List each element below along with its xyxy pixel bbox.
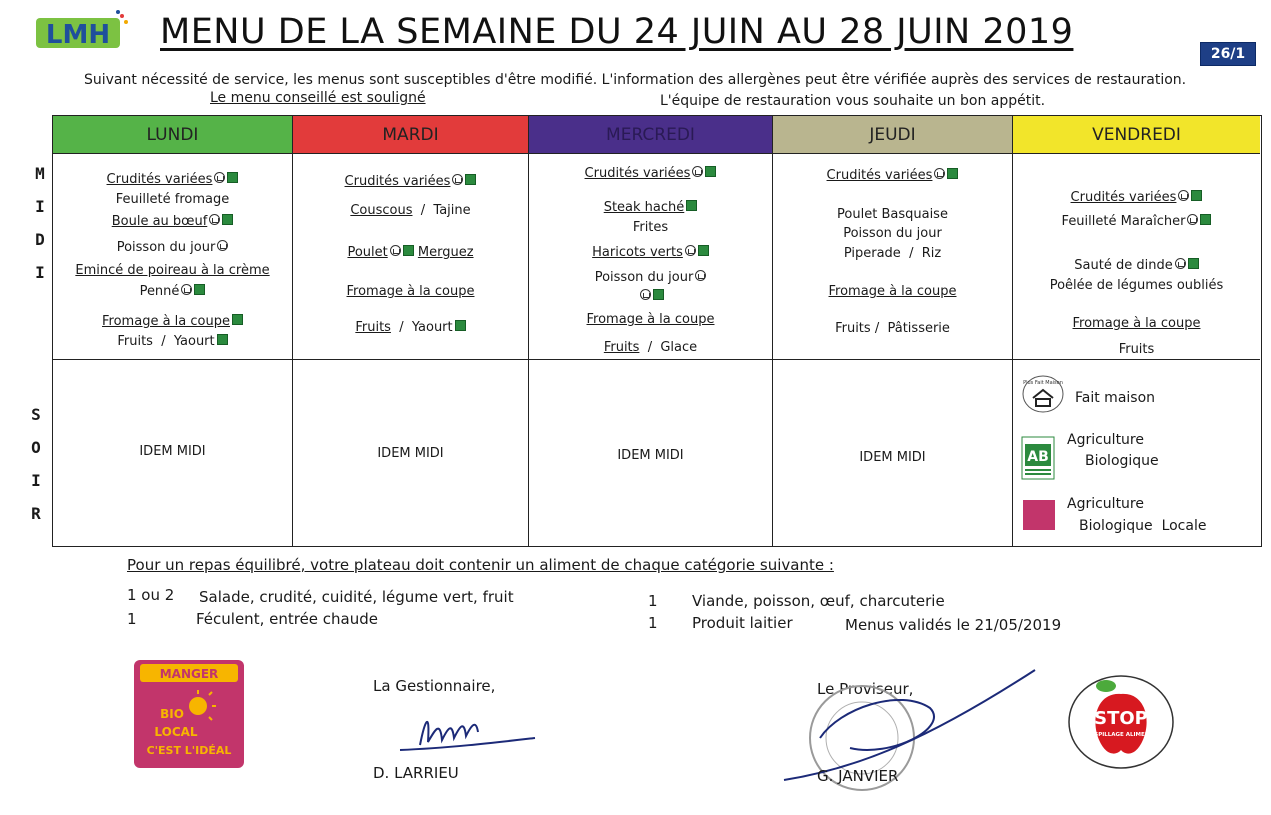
soir-mardi-cell: [293, 360, 529, 546]
legend-bio-line2: Biologique: [1085, 453, 1159, 469]
manger-bio-local-badge: [134, 660, 244, 768]
fait-maison-icon: [640, 289, 651, 300]
logo-text: LMH: [45, 20, 111, 50]
validation-date: Menus validés le 21/05/2019: [845, 616, 1062, 634]
menu-item: [529, 289, 772, 304]
svg-text:C'EST L'IDÉAL: C'EST L'IDÉAL: [146, 744, 232, 757]
bio-icon: [1200, 214, 1211, 225]
menu-item: Feuilleté Maraîcher: [1013, 214, 1260, 229]
idem-midi-text: IDEM MIDI: [139, 444, 206, 459]
menu-item: Fromage à la coupe: [1072, 316, 1201, 331]
header-mercredi: MERCREDI: [529, 116, 773, 154]
menu-item: Poulet Merguez: [347, 245, 474, 260]
legend-fait-maison: Fait maison: [1075, 390, 1156, 406]
bio-icon: [1191, 190, 1202, 201]
svg-text:AB: AB: [1027, 449, 1049, 465]
menu-item: Fruits / Yaourt: [53, 334, 292, 349]
menu-item: Crudités variées: [773, 168, 1012, 183]
menu-item: Poisson du jour: [53, 240, 292, 255]
midi-mardi-cell: [293, 154, 529, 360]
bio-icon: [194, 284, 205, 295]
greeting: L'équipe de restauration vous souhaite un bon appétit.: [660, 93, 1046, 109]
bio-icon: [465, 174, 476, 185]
legend-local-line1: Agriculture: [1067, 496, 1144, 512]
menu-item: Haricots verts: [529, 245, 772, 260]
midi-mercredi-cell: [529, 154, 773, 360]
menu-item: Boule au bœuf: [53, 214, 292, 229]
soir-side-label: S O I R: [31, 405, 41, 523]
menu-item: Crudités variées: [529, 166, 772, 181]
menu-item: Couscous / Tajine: [350, 203, 471, 218]
menu-item: Penné: [53, 284, 292, 299]
gestionnaire-label: La Gestionnaire,: [373, 677, 496, 695]
allergen-notice: Suivant nécessité de service, les menus sont susceptibles d'être modifié. L'information des allergènes peut être vérifiée auprès des services de restauration.: [84, 72, 1187, 88]
bio-icon: [222, 214, 233, 225]
fait-maison-icon: [1178, 190, 1189, 201]
menu-item: Poisson du jour: [843, 226, 942, 241]
legend-local-line2: Biologique Locale: [1079, 518, 1207, 534]
menu-item: Emincé de poireau à la crème: [75, 263, 270, 278]
category-qty: 1 ou 2: [127, 586, 175, 604]
bio-icon: [217, 334, 228, 345]
menu-item: Fruits / Yaourt: [293, 320, 528, 335]
fait-maison-icon: [214, 172, 225, 183]
header-lundi: LUNDI: [53, 116, 293, 154]
bio-icon: [455, 320, 466, 331]
midi-jeudi-cell: [773, 154, 1013, 360]
legend-cell: [1013, 360, 1260, 546]
fait-maison-icon: [452, 174, 463, 185]
bio-icon: [698, 245, 709, 256]
svg-text:Plus Fait Maison: Plus Fait Maison: [1023, 380, 1063, 386]
fait-maison-icon: [181, 284, 192, 295]
proviseur-name: G. JANVIER: [817, 767, 899, 785]
menu-item: Fromage à la coupe: [53, 314, 292, 329]
svg-text:MANGER: MANGER: [159, 667, 219, 681]
bio-icon: [227, 172, 238, 183]
midi-lundi-cell: [53, 154, 293, 360]
menu-item: Fruits: [1118, 342, 1155, 357]
svg-text:BIO: BIO: [160, 707, 184, 721]
fait-maison-icon: [692, 166, 703, 177]
category-qty: 1: [127, 610, 137, 628]
category-label: Viande, poisson, œuf, charcuterie: [692, 592, 945, 610]
bio-icon: [705, 166, 716, 177]
gestionnaire-signature: [390, 700, 550, 764]
fait-maison-icon: [209, 214, 220, 225]
menu-item: Crudités variées: [53, 172, 292, 187]
fait-maison-icon: [1187, 214, 1198, 225]
bio-icon: [686, 200, 697, 211]
legend-bio-line1: Agriculture: [1067, 432, 1144, 448]
header-mardi: MARDI: [293, 116, 529, 154]
menu-item: Sauté de dinde: [1013, 258, 1260, 273]
fait-maison-icon: [217, 240, 228, 251]
idem-midi-text: IDEM MIDI: [377, 446, 444, 461]
menu-item: Poisson du jour: [529, 270, 772, 285]
balance-heading: Pour un repas équilibré, votre plateau doit contenir un aliment de chaque catégorie suivante :: [127, 556, 834, 574]
stop-gaspillage-logo: [1066, 672, 1176, 776]
menu-item: Steak haché: [529, 200, 772, 215]
category-label: Féculent, entrée chaude: [196, 610, 378, 628]
menu-item: Fruits / Pâtisserie: [835, 321, 950, 336]
menu-item: Feuilleté fromage: [115, 192, 230, 207]
idem-midi-text: IDEM MIDI: [859, 450, 926, 465]
soir-jeudi-cell: [773, 360, 1013, 546]
soir-mercredi-cell: [529, 360, 773, 546]
menu-item: Fruits / Glace: [603, 340, 698, 355]
fait-maison-icon: [685, 245, 696, 256]
bio-icon: [403, 245, 414, 256]
menu-item: Frites: [632, 220, 669, 235]
fait-maison-badge-icon: [1021, 374, 1065, 418]
page-title: MENU DE LA SEMAINE DU 24 JUIN AU 28 JUIN 2019: [160, 12, 1074, 52]
menu-item: Fromage à la coupe: [828, 284, 957, 299]
fait-maison-icon: [695, 270, 706, 281]
bio-icon: [1188, 258, 1199, 269]
idem-midi-text: IDEM MIDI: [617, 448, 684, 463]
menu-item: Poêlée de légumes oubliés: [1049, 278, 1224, 293]
svg-text:STOP: STOP: [1094, 708, 1148, 729]
header-vendredi: VENDREDI: [1013, 116, 1260, 154]
category-qty: 1: [648, 614, 658, 632]
menu-item: Fromage à la coupe: [346, 284, 475, 299]
menu-table: [52, 115, 1262, 547]
menu-item: Fromage à la coupe: [586, 312, 715, 327]
header-jeudi: JEUDI: [773, 116, 1013, 154]
menu-item: Poulet Basquaise: [837, 207, 948, 222]
local-badge-icon: [1023, 500, 1055, 530]
svg-text:LOCAL: LOCAL: [154, 725, 198, 739]
fait-maison-icon: [390, 245, 401, 256]
recommended-note: Le menu conseillé est souligné: [210, 90, 426, 106]
gestionnaire-name: D. LARRIEU: [373, 764, 459, 782]
category-qty: 1: [648, 592, 658, 610]
menu-item: Crudités variées: [293, 174, 528, 189]
category-label: Produit laitier: [692, 614, 793, 632]
bio-icon: [947, 168, 958, 179]
lmh-logo: [34, 10, 130, 56]
midi-side-label: M I D I: [35, 164, 45, 282]
proviseur-label: Le Proviseur,: [817, 680, 914, 698]
midi-vendredi-cell: [1013, 154, 1260, 360]
fait-maison-icon: [934, 168, 945, 179]
bio-icon: [232, 314, 243, 325]
soir-lundi-cell: [53, 360, 293, 546]
menu-item: Crudités variées: [1013, 190, 1260, 205]
ab-badge-icon: [1021, 436, 1055, 484]
fait-maison-icon: [1175, 258, 1186, 269]
category-label: Salade, crudité, cuidité, légume vert, fruit: [199, 588, 514, 606]
menu-item: Piperade / Riz: [843, 246, 942, 261]
proviseur-stamp-signature: [780, 668, 1040, 812]
bio-icon: [653, 289, 664, 300]
svg-text:AU GASPILLAGE ALIMENTAIRE: AU GASPILLAGE ALIMENTAIRE: [1075, 732, 1167, 738]
page-number-badge: 26/1: [1200, 42, 1256, 66]
